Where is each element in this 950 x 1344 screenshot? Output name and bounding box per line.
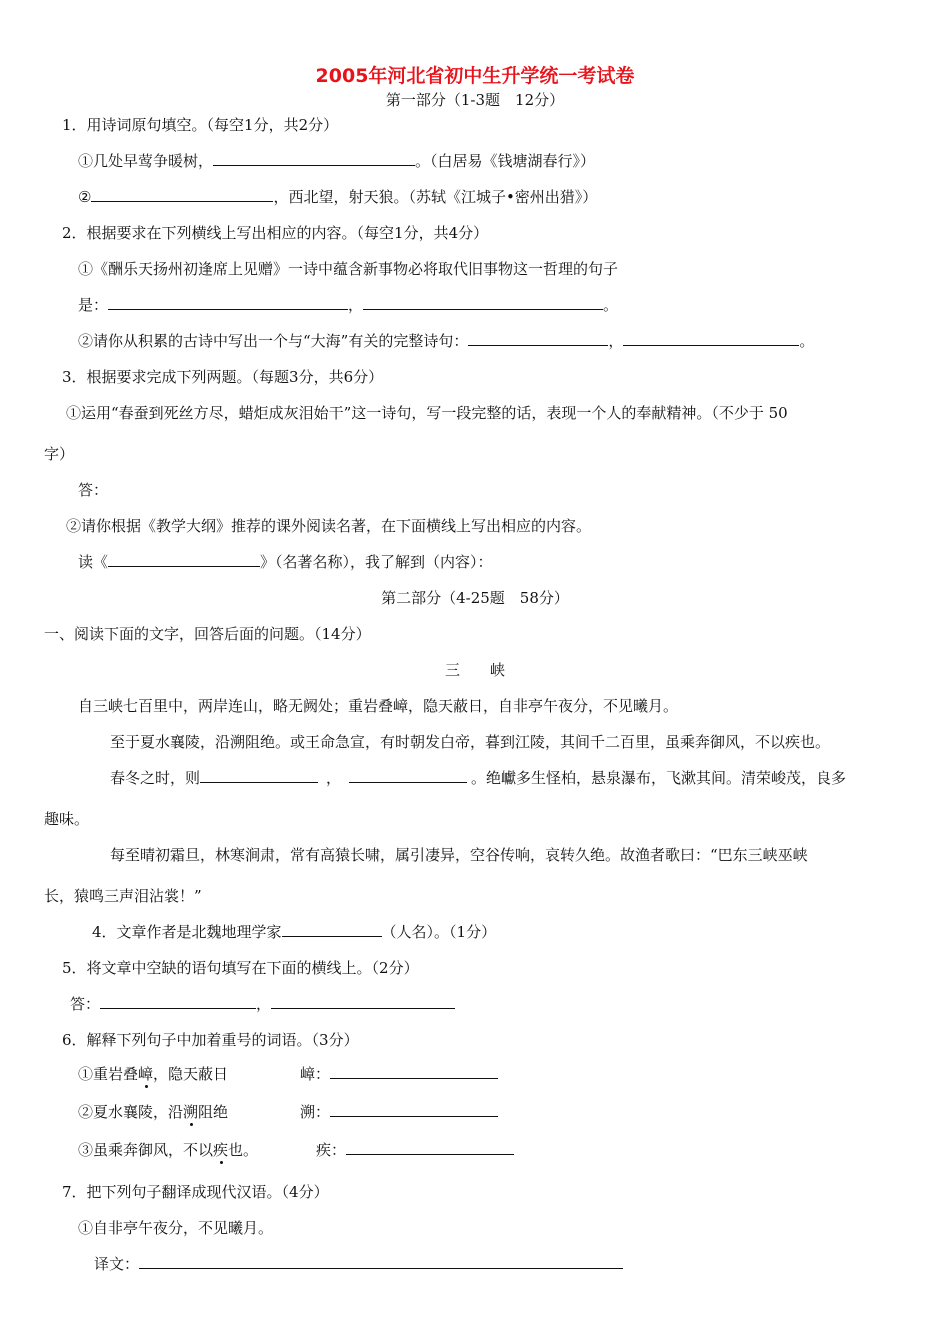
q6-item-2 [78, 1102, 228, 1122]
q3-item-a-line1: ①运用“春蚕到死丝方尽，蜡炬成灰泪始干”这一诗句，写一段完整的话，表现一个人的奉献精神。（不少于 50 [66, 404, 788, 422]
translation-blank[interactable] [139, 1254, 623, 1269]
q1-a-suffix: 。（白居易《钱塘湖春行》） [415, 152, 596, 170]
q7-item-1: ①自非亭午夜分，不见曦月。 [78, 1219, 274, 1237]
q6-1-suffix: ，隐天蔽日 [153, 1065, 229, 1083]
answer-blank[interactable] [468, 331, 608, 346]
answer-blank[interactable] [363, 295, 603, 310]
q1-stem: 1．用诗词原句填空。（每空1分，共2分） [62, 116, 339, 134]
emphasis-word: 疾 [213, 1141, 229, 1159]
q7-stem: 7．把下列句子翻译成现代汉语。（4分） [62, 1183, 329, 1201]
q2-item-a-line1: ①《酬乐天扬州初逢席上见赠》一诗中蕴含新事物必将取代旧事物这一哲理的句子 [78, 260, 619, 278]
passage-para-3-line2: 趣味。 [44, 810, 90, 828]
answer-blank[interactable] [623, 331, 799, 346]
passage-para-4-line2: 长，猿鸣三声泪沾裳！” [44, 887, 202, 905]
passage-para-2: 至于夏水襄陵，沿溯阻绝。或王命急宣，有时朝发白帝，暮到江陵，其间千二百里，虽乘奔御风，不以疾也。 [110, 733, 831, 751]
q5-comma: ， [256, 995, 272, 1013]
para3-comma: ， [326, 769, 342, 787]
q5-answer-label: 答： [70, 995, 101, 1013]
q6-answer-2 [300, 1102, 498, 1122]
q4 [92, 922, 496, 942]
q3-answer-label: 答： [78, 481, 109, 499]
q5-answer [70, 994, 455, 1014]
q6-1-label: 嶂： [300, 1065, 331, 1083]
q2-b-comma: ， [608, 332, 624, 350]
q3-item-b: ②请你根据《教学大纲》推荐的课外阅读名著，在下面横线上写出相应的内容。 [66, 517, 592, 535]
answer-blank[interactable] [100, 994, 256, 1009]
answer-blank[interactable] [213, 151, 415, 166]
emphasis-word: 溯 [183, 1103, 199, 1121]
q6-answer-3 [316, 1140, 514, 1160]
q6-stem: 6．解释下列句子中加着重号的词语。（3分） [62, 1031, 359, 1049]
answer-blank[interactable] [108, 295, 348, 310]
q2-a-period: 。 [603, 296, 619, 314]
q4-suffix: （人名）。（1分） [381, 923, 497, 941]
q6-item-3 [78, 1140, 258, 1160]
q7-translation [94, 1254, 623, 1274]
q2-b-period: 。 [799, 332, 815, 350]
q6-2-label: 溯： [300, 1103, 331, 1121]
q5-stem: 5．将文章中空缺的语句填写在下面的横线上。（2分） [62, 959, 419, 977]
part1-heading: 第一部分（1-3题 12分） [385, 91, 565, 109]
q3-b-prefix: 读《 [78, 553, 109, 571]
translation-label: 译文： [94, 1255, 140, 1273]
q6-answer-1 [300, 1064, 498, 1084]
book-title-blank[interactable] [108, 552, 260, 567]
q3-stem: 3．根据要求完成下列两题。（每题3分，共6分） [62, 368, 384, 386]
q6-3-suffix: 也。 [228, 1141, 259, 1159]
answer-blank[interactable] [271, 994, 455, 1009]
section1-heading: 一、阅读下面的文字，回答后面的问题。（14分） [44, 625, 371, 643]
q2-item-a-line2 [78, 295, 618, 315]
exam-title: 2005年河北省初中生升学统一考试卷 [315, 65, 635, 87]
answer-blank[interactable] [91, 187, 273, 202]
q2-item-b [78, 331, 814, 351]
q1-b-prefix: ② [78, 188, 92, 206]
q6-2-prefix: ②夏水襄陵，沿 [78, 1103, 184, 1121]
q3-item-b-fill [78, 552, 493, 572]
q2-a-prefix: 是： [78, 296, 109, 314]
answer-blank[interactable] [330, 1102, 498, 1117]
q3-item-a-line2: 字） [44, 445, 75, 463]
q6-1-prefix: ①重岩叠 [78, 1065, 139, 1083]
passage-para-3 [110, 768, 846, 788]
q6-3-label: 疾： [316, 1141, 347, 1159]
q1-item-a [78, 151, 595, 171]
q4-prefix: 4．文章作者是北魏地理学家 [92, 923, 282, 941]
q6-item-1 [78, 1064, 228, 1084]
passage-title: 三 峡 [444, 661, 505, 679]
passage-para-4-line1: 每至晴初霜旦，林寒涧肃，常有高猿长啸，属引凄异，空谷传响，哀转久绝。故渔者歌曰：“巴东三峡巫峡 [110, 846, 808, 864]
passage-blank[interactable] [200, 768, 318, 783]
q1-b-suffix: ，西北望，射天狼。（苏轼《江城子•密州出猎》） [273, 188, 598, 206]
part2-heading: 第二部分（4-25题 58分） [381, 589, 569, 607]
q2-b-prefix: ②请你从积累的古诗中写出一个与“大海”有关的完整诗句： [78, 332, 469, 350]
answer-blank[interactable] [330, 1064, 498, 1079]
q2-stem: 2．根据要求在下列横线上写出相应的内容。（每空1分，共4分） [62, 224, 489, 242]
para3-prefix: 春冬之时，则 [110, 769, 201, 787]
q2-a-comma: ， [348, 296, 364, 314]
emphasis-word: 嶂 [138, 1065, 154, 1083]
para3-suffix: 。绝巘多生怪柏，悬泉瀑布，飞漱其间。清荣峻茂，良多 [471, 769, 847, 787]
author-blank[interactable] [282, 922, 382, 937]
passage-blank[interactable] [349, 768, 467, 783]
q6-3-prefix: ③虽乘奔御风，不以 [78, 1141, 214, 1159]
passage-para-1: 自三峡七百里中，两岸连山，略无阙处；重岩叠嶂，隐天蔽日，自非亭午夜分，不见曦月。 [78, 697, 679, 715]
q1-a-prefix: ①几处早莺争暖树， [78, 152, 214, 170]
q3-b-suffix: 》（名著名称），我了解到（内容）： [260, 553, 493, 571]
answer-blank[interactable] [346, 1140, 514, 1155]
q1-item-b [78, 187, 597, 207]
q6-2-suffix: 阻绝 [198, 1103, 229, 1121]
